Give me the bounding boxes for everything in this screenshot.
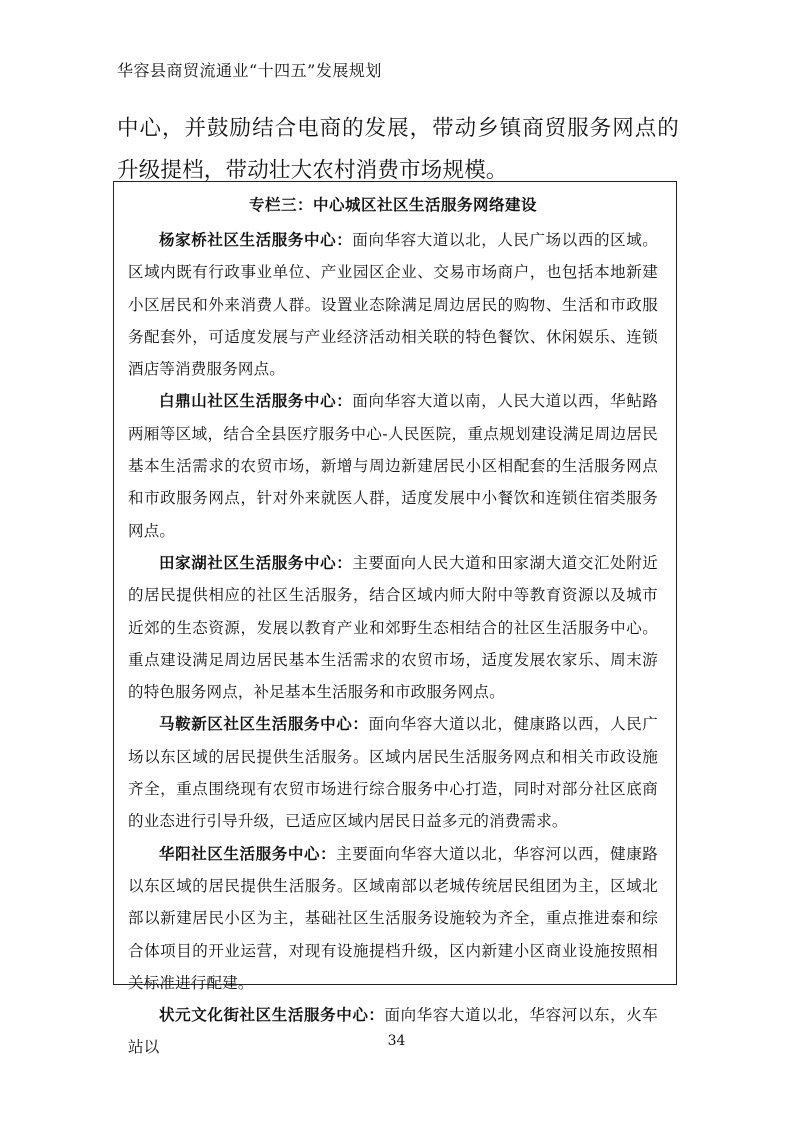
service-center-paragraph <box>128 708 658 837</box>
intro-paragraph: 中心，并鼓励结合电商的发展，带动乡镇商贸服务网点的升级提档，带动壮大农村消费市场规模。 <box>117 116 679 183</box>
service-center-paragraph <box>128 547 658 708</box>
service-center-description: 主要面向华容大道以北，华容河以西，健康路以东区域的居民提供生活服务。区域南部以老城传统居民组团为主，区域北部以新建居民小区为主，基础社区生活服务设施较为齐全，重点推进泰和综合体项目的开业运营，对现有设施提档升级，区内新建小区商业设施按照相关标准进行配建。 <box>128 844 658 992</box>
service-center-description: 主要面向人民大道和田家湖大道交汇处附近的居民提供相应的社区生活服务，结合区域内师大附中等教育资源以及城市近郊的生态资源，发展以教育产业和郊野生态相结合的社区生活服务中心。重点建设满足周边居民基本生活需求的农贸市场，适度发展农家乐、周末游的特色服务网点，补足基本生活服务和市政服务网点。 <box>128 553 658 702</box>
service-center-name: 马鞍新区社区生活服务中心： <box>159 714 369 734</box>
service-center-description: 面向华容大道以北，健康路以西，人民广场以东区域的居民提供生活服务。区域内居民生活服务网点和相关市政设施齐全，重点围绕现有农贸市场进行综合服务中心打造，同时对部分社区底商的业态进行引导升级，已适应区域内居民日益多元的消费需求。 <box>128 715 658 831</box>
service-center-name: 状元文化街社区生活服务中心： <box>159 1005 385 1025</box>
service-center-paragraph <box>128 224 658 385</box>
service-center-description: 面向华容大道以北，华容河以东，火车站以 <box>128 1006 658 1057</box>
service-center-name: 杨家桥社区生活服务中心： <box>159 230 353 249</box>
service-center-paragraph <box>128 385 658 546</box>
page-header: 华容县商贸流通业“十四五”发展规划 <box>117 61 382 80</box>
service-center-name: 华阳社区生活服务中心： <box>159 843 337 863</box>
service-center-description: 面向华容大道以北，人民广场以西的区域。区域内既有行政事业单位、产业园区企业、交易市场商户，也包括本地新建小区居民和外来消费人群。设置业态除满足周边居民的购物、生活和市政服务配套外，可适度发展与产业经济活动相关联的特色餐饮、休闲娱乐、连锁酒店等消费服务网点。 <box>128 231 658 379</box>
service-center-name: 白鼎山社区生活服务中心： <box>159 391 353 411</box>
box-title: 专栏三：中心城区社区生活服务网络建设 <box>248 195 537 214</box>
service-center-name: 田家湖社区生活服务中心： <box>159 552 353 572</box>
page-number: 34 <box>387 1033 406 1049</box>
service-center-paragraph <box>128 838 658 999</box>
service-center-paragraph <box>128 999 658 1064</box>
service-center-description: 面向华容大道以南，人民大道以西，华鲇路两厢等区域，结合全县医疗服务中心-人民医院，重点规划建设满足周边居民基本生活需求的农贸市场，新增与周边新建居民小区相配套的生活服务网点和市政服务网点，针对外来就医人群，适度发展中小餐饮和连锁住宿类服务网点。 <box>128 392 658 540</box>
